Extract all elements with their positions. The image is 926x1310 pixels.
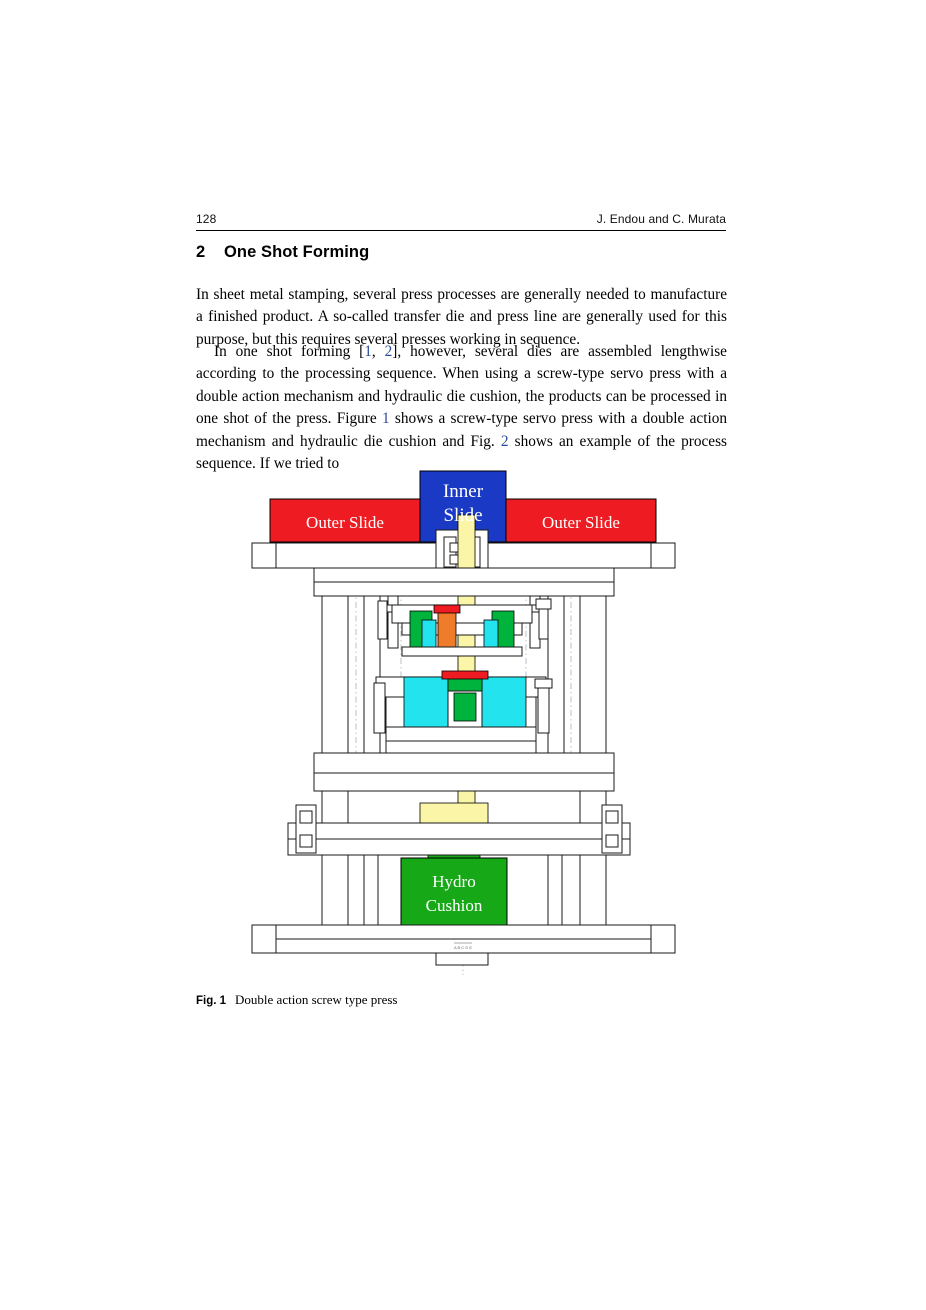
running-head <box>196 212 726 226</box>
section-number: 2 <box>196 243 206 261</box>
drawing-stamp: A B C D E <box>453 945 473 950</box>
running-head-authors: J. Endou and C. Murata <box>596 212 726 226</box>
figure-1-image <box>196 455 727 985</box>
outer-slide-right-label: Outer Slide <box>542 513 620 532</box>
section-heading <box>196 243 369 262</box>
paragraph-2-text-b: ], however, several dies are assembled lengthwise according to the processing sequence. When using a screw-type servo press with a double action mechanism and hydraulic die cushion, the products can be processed in one shot of the press. Figure <box>196 343 727 428</box>
figure-caption-text: Double action screw type press <box>235 992 398 1007</box>
section-title: One Shot Forming <box>224 243 370 261</box>
inner-slide-label-line1: Inner <box>442 481 484 502</box>
figure-caption <box>196 992 727 1008</box>
page-number: 128 <box>196 212 217 226</box>
running-head-rule <box>196 230 726 231</box>
hydro-cushion-label-line1: Hydro <box>432 872 476 891</box>
citation-link-2[interactable]: 2 <box>384 343 393 360</box>
figure-caption-label: Fig. 1 <box>196 995 227 1007</box>
paragraph-2-text-d: shows an example of the process sequence. If we tried to <box>196 432 727 473</box>
outer-slide-left-label: Outer Slide <box>306 513 384 532</box>
paragraph-2-text-c: shows a screw-type servo press with a double action mechanism and hydraulic die cushion and Fig. <box>196 410 727 450</box>
citation-link-1[interactable]: 1 <box>364 343 372 360</box>
hydro-cushion-label-line2: Cushion <box>425 896 483 915</box>
citation-separator: , <box>371 343 385 360</box>
paragraph-1-text: In sheet metal stamping, several press processes are generally needed to manufacture a finished product. A so-called transfer die and press line are generally used for this purpose, but this requires several presses working in sequence. <box>196 286 727 348</box>
paragraph-2-text-a: In one shot forming [ <box>214 343 365 360</box>
figure-link-1[interactable]: 1 <box>381 410 390 428</box>
figure-link-2[interactable]: 2 <box>500 432 509 450</box>
inner-slide-label-line2: Slide <box>443 505 483 526</box>
